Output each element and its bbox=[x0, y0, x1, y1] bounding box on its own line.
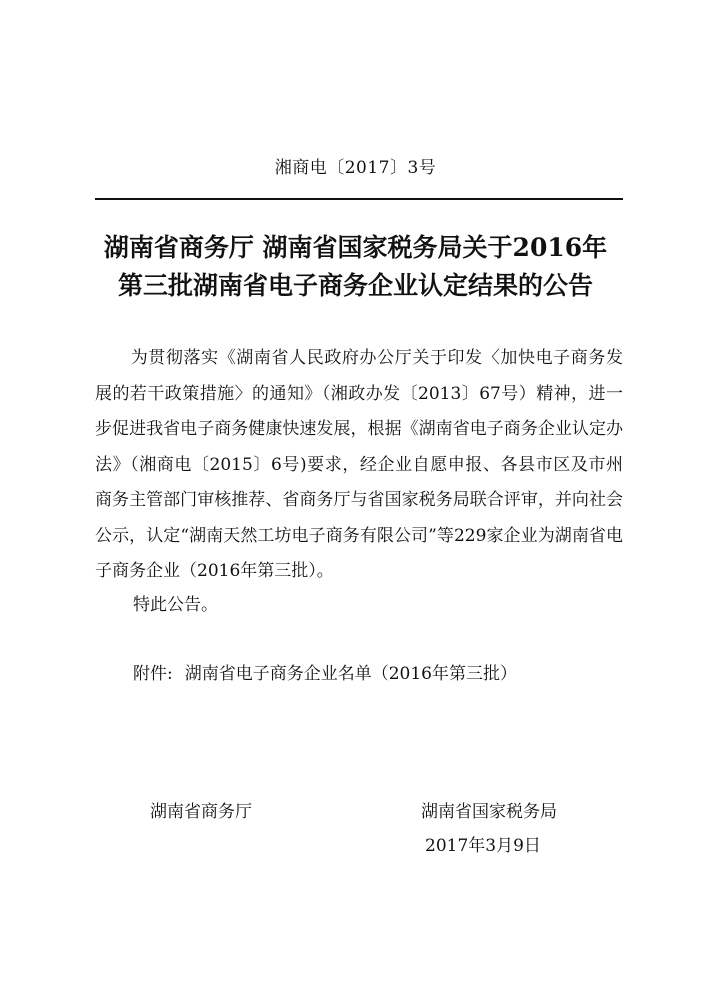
body-paragraph: 为贯彻落实《湖南省人民政府办公厅关于印发〈加快电子商务发展的若干政策措施〉的通知》（湘政办发〔2013〕67号）精神，进一步促进我省电子商务健康快速发展，根据《湖南省电子商务企业认定办法》（湘商电〔2015〕6号)要求，经企业自愿申报、各县市区及市州商务主管部门审核推荐、省商务厅与省国家税务局联合评审，并向社会公示，认定“湖南天然工坊电子商务有限公司”等229家企业为湖南省电子商务企业（2016年第三批）。 bbox=[95, 348, 623, 581]
attachment-title: 湖南省电子商务企业名单（2016年第三批） bbox=[184, 664, 517, 684]
document-title bbox=[60, 229, 651, 305]
attachment-label: 附件: bbox=[133, 664, 173, 684]
issue-date: 2017年3月9日 bbox=[425, 836, 541, 856]
issuer-tax-bureau: 湖南省国家税务局 bbox=[421, 802, 557, 822]
document-body bbox=[95, 341, 623, 590]
title-line-1: 湖南省商务厅 湖南省国家税务局关于2016年 bbox=[103, 233, 608, 262]
title-line-2: 第三批湖南省电子商务企业认定结果的公告 bbox=[117, 271, 593, 300]
attachment-line bbox=[133, 659, 517, 684]
closing-statement: 特此公告。 bbox=[133, 595, 218, 615]
issuer-commerce-department: 湖南省商务厅 bbox=[150, 802, 252, 822]
header-divider bbox=[95, 198, 623, 200]
document-number: 湘商电〔2017〕3号 bbox=[274, 158, 437, 178]
